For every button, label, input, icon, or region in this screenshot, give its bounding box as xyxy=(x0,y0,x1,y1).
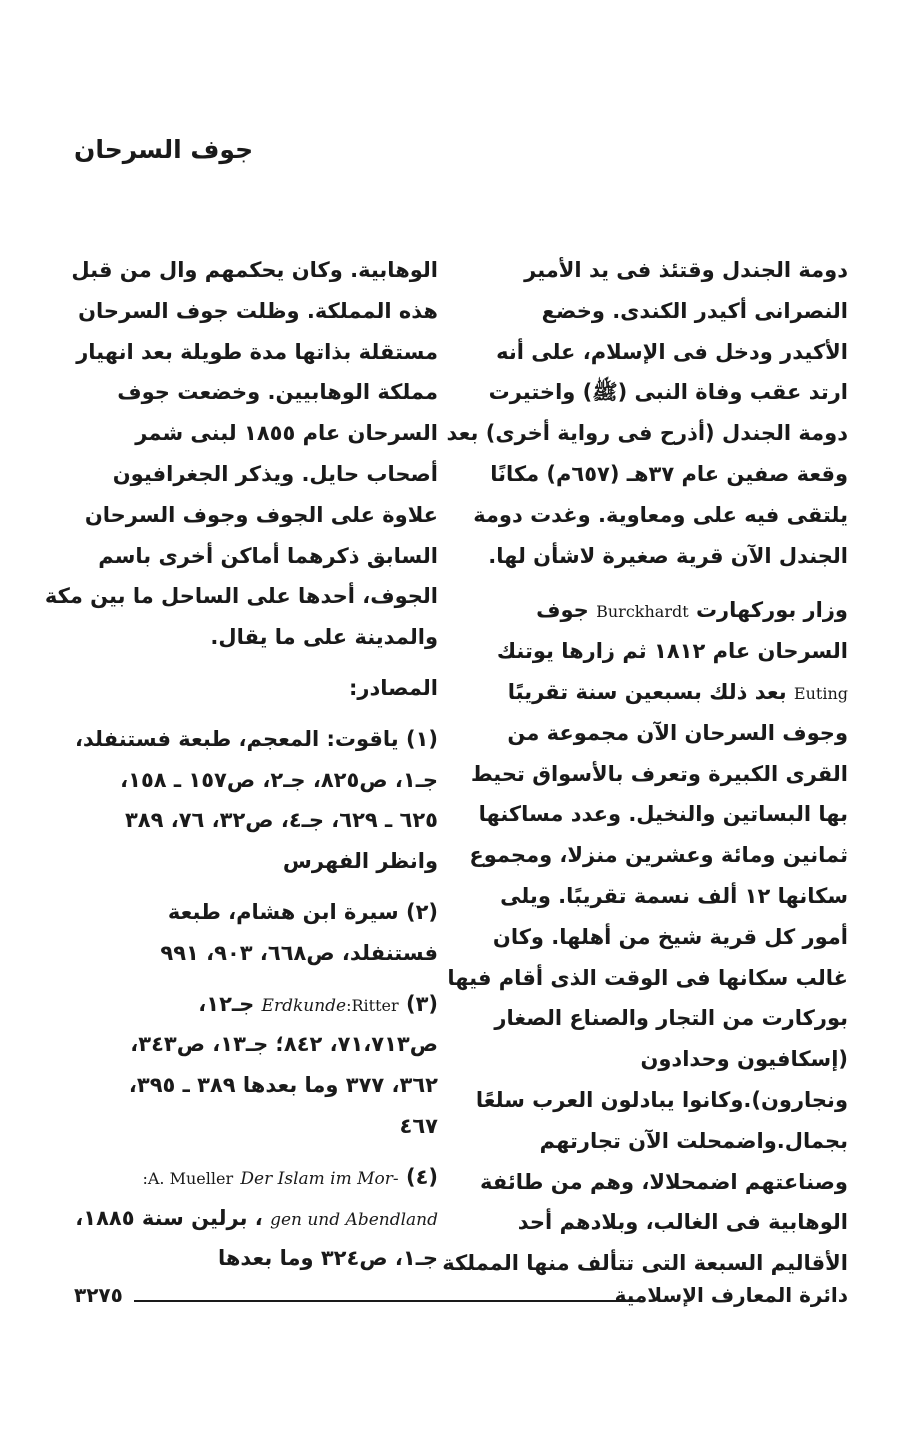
reference-line: جـ١، ص٨٢٥، جـ٢، ص١٥٧ ـ ١٥٨، xyxy=(120,767,438,792)
reference-line: (١) ياقوت: المعجم، طبعة فستنفلد، xyxy=(74,726,438,751)
text-line: دومة الجندل (أذرح فى رواية أخرى) بعد xyxy=(446,421,848,446)
text-line: الأكيدر ودخل فى الإسلام، على أنه xyxy=(496,339,848,364)
reference-line: ٤٦٧ xyxy=(399,1113,438,1138)
reference-line xyxy=(74,1198,438,1239)
reference-line: ٦٢٥ ـ ٦٢٩، جـ٤، ص٣٢، ٧٦، ٣٨٩ xyxy=(124,808,438,833)
paragraph-gap xyxy=(74,882,438,892)
reference-number: (٤) xyxy=(405,1164,438,1189)
reference-number: (٣) xyxy=(405,991,438,1016)
paragraph-gap xyxy=(74,974,438,984)
text-line: أصحاب حايل. ويذكر الجغرافيون xyxy=(112,461,438,486)
reference-line: فستنفلد، ص٦٦٨، ٩٠٣، ٩٩١ xyxy=(160,940,438,965)
text-line: ونجارون).وكانوا يبادلون العرب سلعًا xyxy=(475,1087,848,1112)
latin-title-islam: Der Islam im Mor- xyxy=(240,1168,399,1189)
text-span: جوف xyxy=(536,598,589,623)
text-line: الوهابية. وكان يحكمهم وال من قبل xyxy=(71,258,438,282)
reference-line: ص٧١،٧١٣، ٨٤٢؛ جـ١٣، ص٣٤٣، xyxy=(130,1032,438,1057)
text-line: بها البساتين والنخيل. وعدد مساكنها xyxy=(478,802,848,827)
text-line: علاوة على الجوف وجوف السرحان xyxy=(84,502,438,527)
text-line xyxy=(486,672,848,713)
paragraph-gap xyxy=(74,658,438,668)
paragraph-gap xyxy=(74,709,438,719)
latin-title-erdkunde: Erdkunde xyxy=(261,995,347,1016)
text-span: وزار بوركهارت xyxy=(695,598,848,623)
reference-line xyxy=(74,984,438,1025)
reference-line xyxy=(74,1157,438,1198)
text-line: مملكة الوهابيين. وخضعت جوف xyxy=(117,380,438,405)
reference-line: (٢) سيرة ابن هشام، طبعة xyxy=(167,899,438,924)
text-line: يلتقى فيه على ومعاوية. وغدت دومة xyxy=(473,502,848,527)
latin-author-name: :Ritter xyxy=(346,995,399,1015)
reference-line: وانظر الفهرس xyxy=(282,849,438,874)
sources-heading: المصادر: xyxy=(348,675,438,700)
right-column xyxy=(442,250,848,1284)
text-line: وجوف السرحان الآن مجموعة من xyxy=(507,720,848,745)
running-title: جوف السرحان xyxy=(74,135,254,164)
text-line: ثمانين ومائة وعشرين منزلا، ومجموع xyxy=(469,843,848,868)
text-line: الوهابية فى الغالب، وبلادهم أحد xyxy=(517,1210,848,1235)
text-span: بعد ذلك بسبعين سنة تقريبًا xyxy=(507,679,787,704)
text-line: السابق ذكرهما أماكن أخرى باسم xyxy=(98,543,438,568)
text-line: بجمال.واضمحلت الآن تجارتهم xyxy=(539,1128,848,1153)
text-line: وقعة صفين عام ٣٧هـ (٦٥٧م) مكانًا xyxy=(490,461,848,486)
text-line: ارتد عقب وفاة النبى (ﷺ) واختيرت xyxy=(488,380,848,405)
text-line: مستقلة بذاتها مدة طويلة بعد انهيار xyxy=(76,339,438,364)
text-line: سكانها ١٢ ألف نسمة تقريبًا. ويلى xyxy=(500,883,848,908)
latin-name-euting: Euting xyxy=(793,683,848,703)
left-column xyxy=(44,250,438,1279)
latin-author-mueller: :A. Mueller xyxy=(142,1168,234,1188)
latin-title-continuation: gen und Abendland xyxy=(270,1209,438,1230)
text-span: جـ١٢، xyxy=(198,991,255,1016)
text-line: الأقاليم السبعة التى تتألف منها المملكة xyxy=(442,1251,848,1276)
page-footer xyxy=(74,1283,848,1313)
text-line: السرحان عام ١٨٥٥ لبنى شمر xyxy=(135,421,438,446)
text-line: النصرانى أكيدر الكندى. وخضع xyxy=(541,298,848,323)
publication-title: دائرة المعارف الإسلامية xyxy=(614,1283,848,1307)
page-number: ٣٢٧٥ xyxy=(74,1283,123,1307)
paragraph-gap xyxy=(74,1147,438,1157)
text-line: أمور كل قرية شيخ من أهلها. وكان xyxy=(492,924,848,949)
text-span: ، برلين سنة ١٨٨٥، xyxy=(75,1205,263,1230)
text-line xyxy=(486,590,848,631)
text-line: الجندل الآن قرية صغيرة لاشأن لها. xyxy=(488,543,848,568)
reference-line: جـ١، ص٣٢٤ وما بعدها xyxy=(217,1246,438,1271)
text-line: الجوف، أحدها على الساحل ما بين مكة xyxy=(44,584,438,609)
text-line: دومة الجندل وقتئذ فى يد الأمير xyxy=(524,258,848,282)
text-line: السرحان عام ١٨١٢ ثم زارها يوتنك xyxy=(496,639,848,664)
latin-name-burckhardt: Burckhardt xyxy=(596,602,689,622)
text-line: القرى الكبيرة وتعرف بالأسواق تحيط xyxy=(470,761,848,786)
text-line: بوركارت من التجار والصناع الصغار xyxy=(494,1006,848,1031)
latin-author-ritter xyxy=(262,996,399,1015)
text-line: غالب سكانها فى الوقت الذى أقام فيها xyxy=(447,965,848,990)
text-line: هذه المملكة. وظلت جوف السرحان xyxy=(78,298,438,323)
text-line: وصناعتهم اضمحلالا، وهم من طائفة xyxy=(480,1169,848,1194)
paragraph-gap xyxy=(486,576,848,590)
text-line: والمدينة على ما يقال. xyxy=(210,625,438,650)
reference-line: ٣٦٢، ٣٧٧ وما بعدها ٣٨٩ ـ ٣٩٥، xyxy=(128,1073,438,1098)
footer-rule xyxy=(134,1300,638,1302)
text-line: (إسكافيون وحدادون xyxy=(640,1047,848,1072)
